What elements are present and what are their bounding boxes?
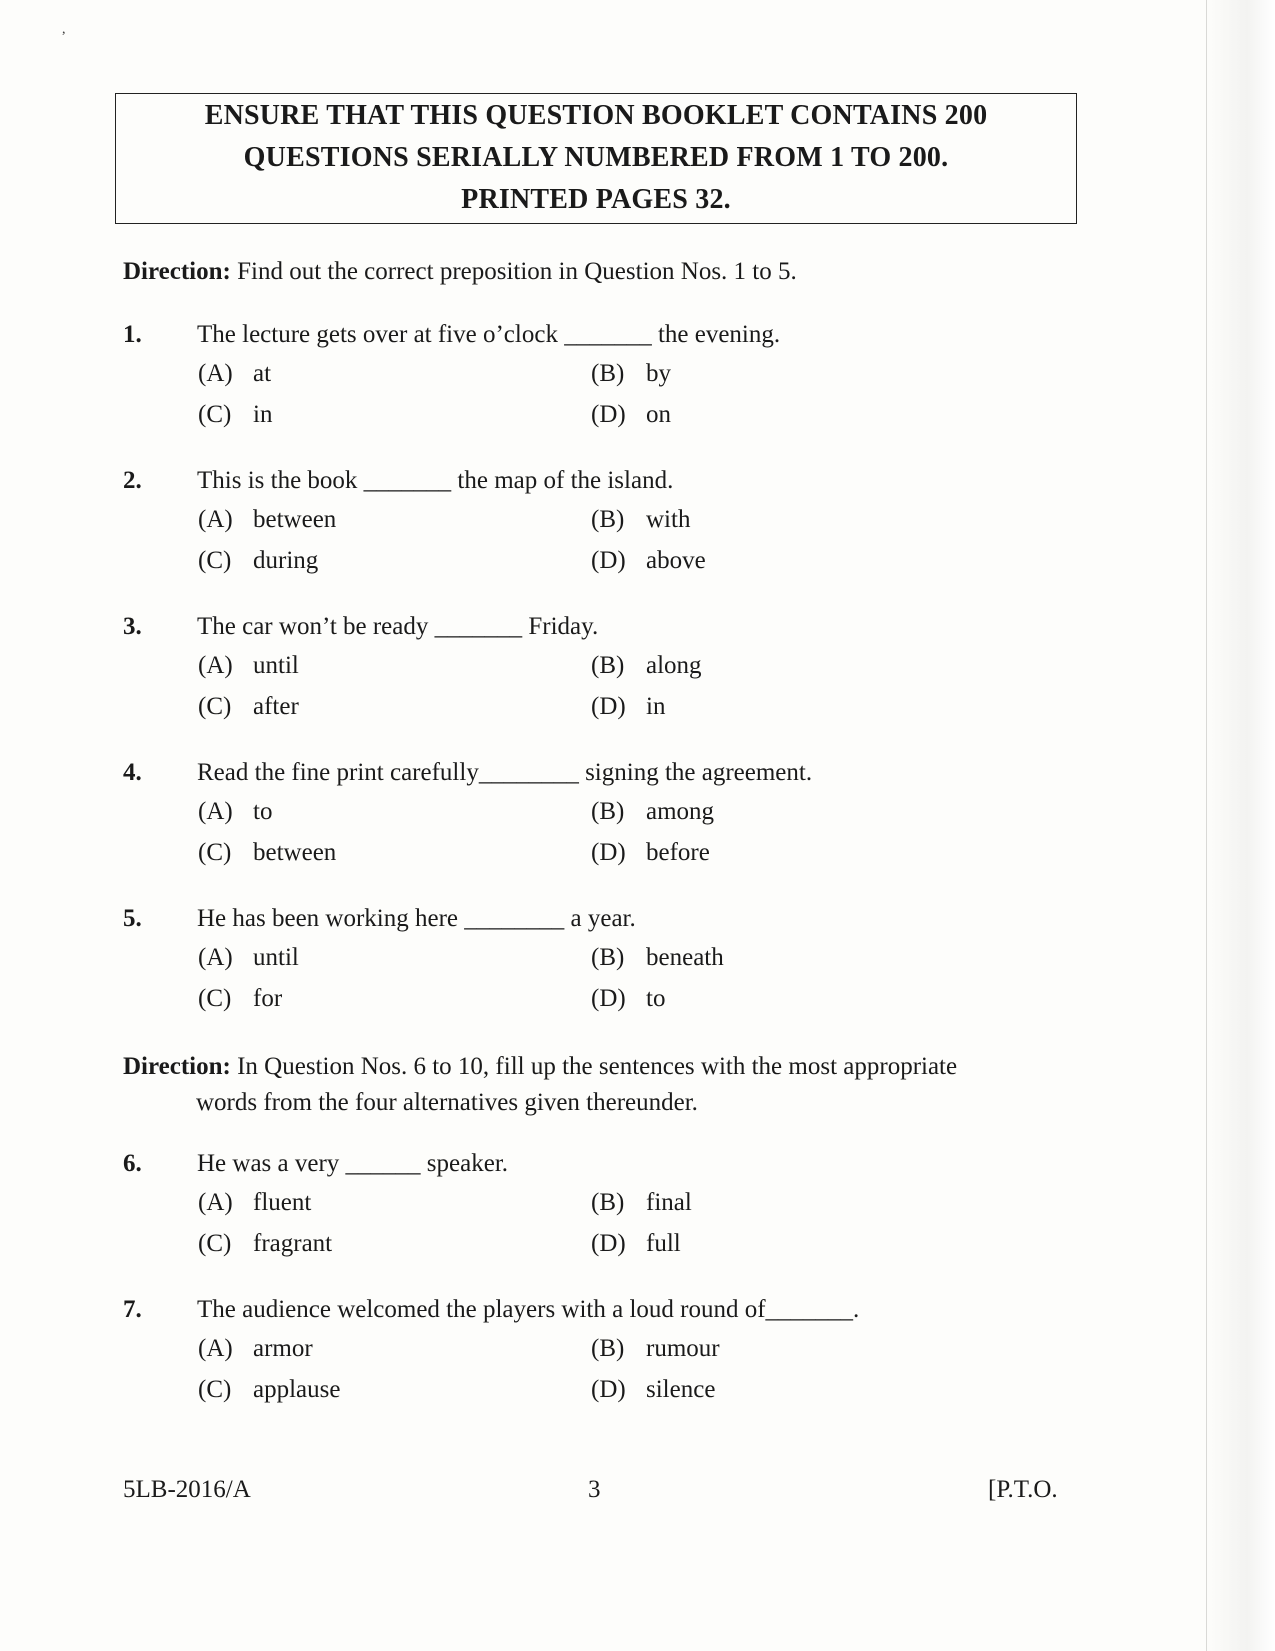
option-label: (B)	[591, 506, 625, 533]
option-label: (D)	[591, 401, 626, 428]
option-text: rumour	[646, 1335, 720, 1362]
please-turn-over: [P.T.O.	[988, 1476, 1058, 1503]
option-text: silence	[646, 1376, 716, 1403]
option-text: in	[253, 401, 273, 428]
option-text: to	[646, 985, 666, 1012]
question-text: The audience welcomed the players with a loud round of_______.	[197, 1296, 860, 1323]
option-text: armor	[253, 1335, 313, 1362]
stray-mark: ,	[62, 22, 66, 37]
option-text: until	[253, 652, 299, 679]
page-edge-line	[1206, 0, 1207, 1651]
option-label: (B)	[591, 360, 625, 387]
direction-label: Direction:	[123, 1053, 231, 1080]
answer-option	[198, 1335, 313, 1363]
question-number: 4.	[123, 759, 142, 786]
question-number: 1.	[123, 321, 142, 348]
answer-option	[591, 798, 714, 826]
option-label: (C)	[198, 985, 232, 1012]
answer-option	[591, 360, 671, 388]
option-text: in	[646, 693, 666, 720]
option-label: (A)	[198, 1189, 233, 1216]
answer-option	[198, 1376, 340, 1404]
option-text: applause	[253, 1376, 341, 1403]
option-label: (A)	[198, 1335, 233, 1362]
option-label: (D)	[591, 547, 626, 574]
option-label: (C)	[198, 839, 232, 866]
option-label: (C)	[198, 1376, 232, 1403]
question-number: 5.	[123, 905, 142, 932]
option-text: by	[646, 360, 671, 387]
option-text: above	[646, 547, 706, 574]
option-text: full	[646, 1230, 681, 1257]
answer-option	[198, 1189, 311, 1217]
direction-fill-blanks	[123, 1049, 1078, 1121]
option-label: (A)	[198, 506, 233, 533]
option-label: (D)	[591, 1230, 626, 1257]
notice-line-2: QUESTIONS SERIALLY NUMBERED FROM 1 TO 200.	[243, 142, 949, 173]
option-text: to	[253, 798, 273, 825]
option-text: for	[253, 985, 283, 1012]
question-number: 7.	[123, 1296, 142, 1323]
answer-option	[198, 1230, 332, 1258]
question-text: This is the book _______ the map of the island.	[197, 467, 674, 494]
answer-option	[591, 1230, 681, 1258]
answer-option	[198, 839, 336, 867]
page-number: 3	[588, 1476, 601, 1503]
answer-option	[198, 652, 299, 680]
option-label: (B)	[591, 1335, 625, 1362]
option-text: at	[253, 360, 272, 387]
answer-option	[591, 1335, 720, 1363]
option-label: (B)	[591, 798, 625, 825]
answer-option	[591, 693, 665, 721]
option-text: during	[253, 547, 319, 574]
answer-option	[591, 506, 690, 534]
option-label: (D)	[591, 693, 626, 720]
answer-option	[591, 1189, 692, 1217]
option-text: fluent	[253, 1189, 312, 1216]
page-edge	[1205, 0, 1275, 1651]
answer-option	[198, 944, 299, 972]
booklet-code: 5LB-2016/A	[123, 1476, 251, 1503]
option-label: (A)	[198, 798, 233, 825]
question-text: He was a very ______ speaker.	[197, 1150, 509, 1177]
option-text: beneath	[646, 944, 724, 971]
answer-option	[198, 506, 336, 534]
answer-option	[591, 1376, 715, 1404]
answer-option	[591, 547, 706, 575]
question-text: He has been working here ________ a year.	[197, 905, 636, 932]
option-text: between	[253, 839, 337, 866]
question-number: 2.	[123, 467, 142, 494]
direction-text-line-1: In Question Nos. 6 to 10, fill up the sentences with the most appropriate	[237, 1053, 958, 1080]
direction-label: Direction:	[123, 258, 231, 285]
option-label: (B)	[591, 1189, 625, 1216]
option-text: fragrant	[253, 1230, 333, 1257]
notice-line-3: PRINTED PAGES 32.	[461, 184, 731, 215]
option-text: until	[253, 944, 299, 971]
answer-option	[591, 652, 702, 680]
answer-option	[198, 798, 272, 826]
direction-text: Find out the correct preposition in Question Nos. 1 to 5.	[237, 258, 797, 285]
option-text: along	[646, 652, 702, 679]
option-label: (C)	[198, 1230, 232, 1257]
option-text: final	[646, 1189, 692, 1216]
direction-prepositions	[123, 254, 797, 290]
option-text: among	[646, 798, 715, 825]
option-text: after	[253, 693, 299, 720]
option-text: on	[646, 401, 671, 428]
option-label: (C)	[198, 401, 232, 428]
option-label: (D)	[591, 1376, 626, 1403]
answer-option	[591, 985, 665, 1013]
question-text: The car won’t be ready _______ Friday.	[197, 613, 599, 640]
answer-option	[198, 693, 299, 721]
answer-option	[198, 360, 271, 388]
answer-option	[198, 401, 272, 429]
answer-option	[591, 401, 671, 429]
question-text: The lecture gets over at five o’clock _______ the evening.	[197, 321, 781, 348]
question-text: Read the fine print carefully________ signing the agreement.	[197, 759, 813, 786]
notice-line-1: ENSURE THAT THIS QUESTION BOOKLET CONTAINS 200	[204, 100, 988, 131]
question-number: 6.	[123, 1150, 142, 1177]
option-label: (A)	[198, 652, 233, 679]
option-text: with	[646, 506, 691, 533]
answer-option	[591, 839, 710, 867]
option-label: (D)	[591, 839, 626, 866]
option-text: between	[253, 506, 337, 533]
booklet-notice-box	[115, 93, 1077, 224]
answer-option	[198, 547, 318, 575]
option-text: before	[646, 839, 710, 866]
option-label: (D)	[591, 985, 626, 1012]
direction-text-line-2: words from the four alternatives given thereunder.	[196, 1089, 698, 1116]
question-number: 3.	[123, 613, 142, 640]
option-label: (A)	[198, 360, 233, 387]
answer-option	[591, 944, 724, 972]
option-label: (B)	[591, 652, 625, 679]
option-label: (B)	[591, 944, 625, 971]
option-label: (A)	[198, 944, 233, 971]
option-label: (C)	[198, 693, 232, 720]
option-label: (C)	[198, 547, 232, 574]
answer-option	[198, 985, 282, 1013]
